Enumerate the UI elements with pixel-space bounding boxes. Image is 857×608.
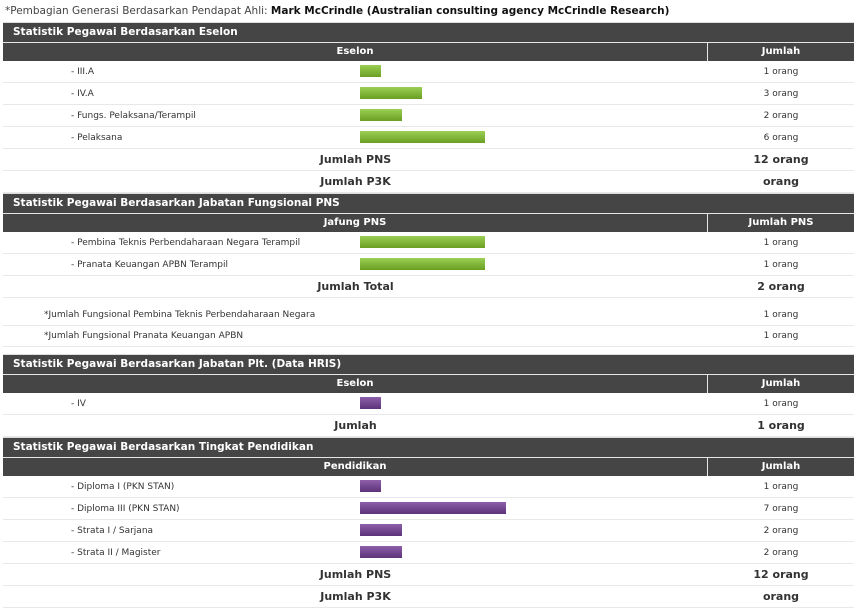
row-label: - Strata II / Magister	[71, 547, 161, 558]
table-row	[3, 61, 854, 83]
row-value: 7 orang	[763, 503, 799, 514]
row-label: - Diploma III (PKN STAN)	[71, 503, 180, 514]
bar-cell	[360, 105, 708, 126]
count-bar	[360, 87, 422, 99]
plt-sum	[3, 415, 854, 437]
eselon-col-header: Eselon	[3, 375, 708, 393]
bar-cell	[360, 232, 708, 253]
count-bar	[360, 258, 485, 270]
bar-cell	[360, 61, 708, 82]
table-row	[3, 393, 854, 415]
row-value: 1 orang	[763, 481, 799, 492]
jafung-sum-total	[3, 276, 854, 298]
footnote-label: *Jumlah Fungsional Pranata Keuangan APBN	[44, 331, 244, 341]
table-row	[3, 127, 854, 149]
row-label: - Diploma I (PKN STAN)	[71, 481, 175, 492]
jumlah-col-header: Jumlah	[761, 461, 801, 472]
count-bar	[360, 397, 381, 409]
count-bar	[360, 524, 402, 536]
eselon-section-title: Statistik Pegawai Berdasarkan Eselon	[3, 22, 854, 42]
row-value: 1 orang	[763, 66, 799, 77]
row-label: - Pelaksana	[71, 132, 123, 143]
sum-value: orang	[762, 175, 800, 188]
table-row	[3, 476, 854, 498]
pendidikan-sum-pns	[3, 564, 854, 586]
table-row	[3, 83, 854, 105]
bar-cell	[360, 83, 708, 104]
sum-value: 2 orang	[757, 280, 805, 293]
plt-rows	[3, 393, 854, 415]
sum-label: Jumlah P3K	[320, 175, 391, 188]
bar-cell	[360, 127, 708, 148]
eselon-sum-p3k	[3, 171, 854, 193]
pendidikan-rows	[3, 476, 854, 564]
eselon-table-header	[3, 42, 854, 61]
sum-label: Jumlah PNS	[319, 153, 392, 166]
eselon-rows	[3, 61, 854, 149]
table-row	[3, 232, 854, 254]
row-value: 2 orang	[763, 525, 799, 536]
footnote-value: 1 orang	[763, 331, 799, 341]
bar-cell	[360, 393, 708, 414]
jafung-section	[3, 193, 854, 354]
jafung-footnote	[3, 305, 854, 326]
jafung-section-title: Statistik Pegawai Berdasarkan Jabatan Fungsional PNS	[3, 193, 854, 213]
spacer	[3, 298, 854, 305]
pendidikan-section-title: Statistik Pegawai Berdasarkan Tingkat Pendidikan	[3, 437, 854, 457]
bar-cell	[360, 542, 708, 563]
plt-table-header	[3, 374, 854, 393]
count-bar	[360, 65, 381, 77]
row-label: - Pembina Teknis Perbendaharaan Negara Terampil	[71, 237, 301, 248]
sum-value: 1 orang	[757, 419, 805, 432]
count-bar	[360, 131, 485, 143]
eselon-col-header: Eselon	[3, 43, 708, 61]
jumlah-pns-col-header: Jumlah PNS	[748, 217, 814, 228]
table-row	[3, 542, 854, 564]
eselon-sum-pns	[3, 149, 854, 171]
row-value: 2 orang	[763, 547, 799, 558]
row-label: - IV.A	[71, 88, 94, 99]
source-note-author: Mark McCrindle (Australian consulting agency McCrindle Research)	[270, 5, 670, 17]
sum-label: Jumlah	[334, 419, 377, 432]
row-label: - Strata I / Sarjana	[71, 525, 154, 536]
table-row	[3, 105, 854, 127]
count-bar	[360, 546, 402, 558]
jumlah-col-header: Jumlah	[761, 46, 801, 57]
row-label: - Pranata Keuangan APBN Terampil	[71, 259, 228, 270]
table-row	[3, 254, 854, 276]
sum-label: Jumlah Total	[317, 280, 394, 293]
row-value: 2 orang	[763, 110, 799, 121]
sum-label: Jumlah P3K	[320, 590, 391, 603]
count-bar	[360, 109, 402, 121]
bar-cell	[360, 254, 708, 275]
jafung-rows	[3, 232, 854, 276]
row-label: - Fungs. Pelaksana/Terampil	[71, 110, 196, 121]
source-note-prefix: *Pembagian Generasi Berdasarkan Pendapat Ahli:	[5, 5, 268, 17]
bar-cell	[360, 476, 708, 497]
pendidikan-col-header: Pendidikan	[3, 458, 708, 476]
pendidikan-section	[3, 437, 854, 608]
row-value: 1 orang	[763, 259, 799, 270]
row-value: 1 orang	[763, 398, 799, 409]
plt-section	[3, 354, 854, 437]
jafung-footnote	[3, 326, 854, 347]
source-note	[0, 0, 857, 22]
jumlah-col-header: Jumlah	[761, 378, 801, 389]
table-row	[3, 498, 854, 520]
plt-section-title: Statistik Pegawai Berdasarkan Jabatan Plt. (Data HRIS)	[3, 354, 854, 374]
count-bar	[360, 236, 485, 248]
bar-cell	[360, 498, 708, 519]
row-label: - III.A	[71, 66, 95, 77]
footnote-label: *Jumlah Fungsional Pembina Teknis Perbendaharaan Negara	[44, 310, 316, 320]
count-bar	[360, 502, 506, 514]
sum-value: orang	[762, 590, 800, 603]
pendidikan-sum-p3k	[3, 586, 854, 608]
sum-value: 12 orang	[753, 153, 809, 166]
row-value: 3 orang	[763, 88, 799, 99]
jafung-table-header	[3, 213, 854, 232]
row-value: 6 orang	[763, 132, 799, 143]
row-label: - IV	[71, 398, 86, 409]
pendidikan-table-header	[3, 457, 854, 476]
eselon-section	[3, 22, 854, 193]
table-row	[3, 520, 854, 542]
spacer	[3, 347, 854, 354]
bar-cell	[360, 520, 708, 541]
sum-value: 12 orang	[753, 568, 809, 581]
row-value: 1 orang	[763, 237, 799, 248]
sum-label: Jumlah PNS	[319, 568, 392, 581]
footnote-value: 1 orang	[763, 310, 799, 320]
jafung-col-header: Jafung PNS	[3, 214, 708, 232]
count-bar	[360, 480, 381, 492]
